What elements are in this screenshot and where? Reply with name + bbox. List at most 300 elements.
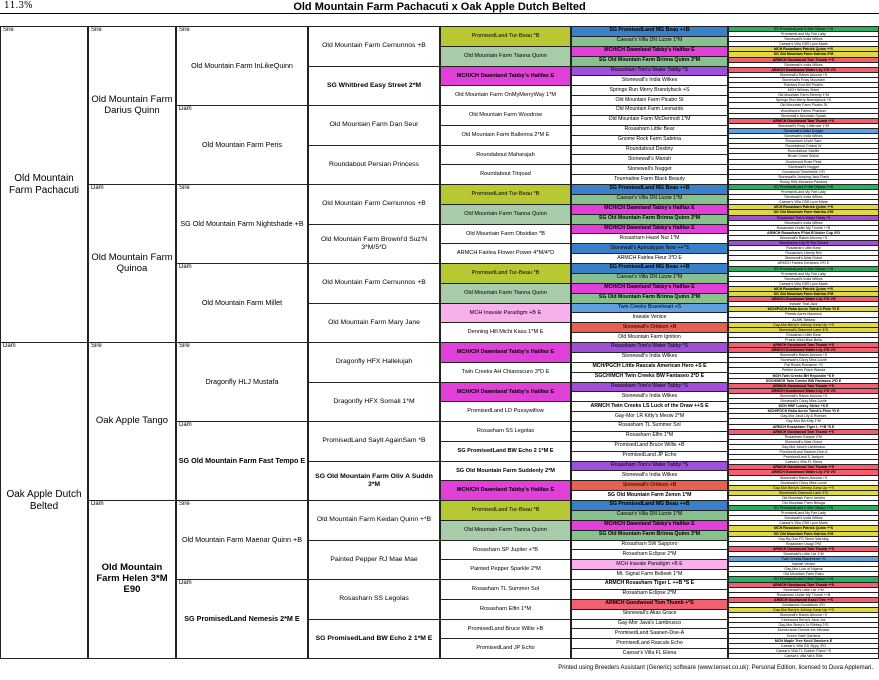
gen4-cell [308, 145, 440, 186]
animal-name: Goodwood Tinkerbelle 1*D [782, 169, 825, 174]
animal-name: SG PromisedLand MG Beau ++B [609, 501, 690, 508]
animal-name: MCH/CH Dawnland Tabby's Halifax E [456, 487, 555, 494]
animal-name: Stonewall's Dizzy Miss Lizzie [780, 358, 827, 363]
animal-name: ARMCH Fairlea Flower Power 4*M/4*D [456, 250, 555, 257]
animal-name: Woodhaven Farms Phantom [780, 108, 827, 113]
animal-name: MCH Inavale Paradigm +B E [469, 309, 542, 316]
animal-name: Rosasharn SS Legolas [339, 595, 409, 603]
animal-name: Gay-Mor Berry's Johnny Jump Up +*S [773, 485, 834, 490]
animal-name: Caesar's Villa CBS Lynn Marie [779, 521, 828, 526]
gen5-cell [440, 461, 571, 482]
gen4-cell [308, 224, 440, 265]
animal-name: Old Mountain Farm Eternity 1*M [777, 93, 830, 98]
animal-name: Stonewall's India Wilkes [784, 220, 823, 225]
animal-name: Old Mountain Farm OnMyMerryWay 1*M [454, 92, 557, 99]
animal-name: Old Mountain Farm Ballerina 2*M E [461, 131, 550, 138]
animal-name: ARMCH Goodwood Tam Thumb +*S [772, 118, 835, 123]
gen4-cell [308, 303, 440, 344]
animal-name: SG PromisedLand BW Echo 2 1*M E [457, 447, 554, 454]
animal-name: Rosasharn SW Sapporo [621, 540, 678, 547]
animal-name: ARMCH Goodwood Tom Thumb +*S [772, 465, 835, 470]
animal-name: Twin Creeks Braveheart +S [781, 557, 826, 562]
animal-name: Roundabout Destiny [625, 145, 673, 152]
animal-name: Roundabout Cricket W [785, 144, 822, 149]
animal-name: Inavale Venice [791, 562, 816, 567]
animal-name: Gay-Mor BA Kitty 1*M [786, 419, 821, 424]
animal-name: Stonewall's India Wilkes [784, 37, 823, 42]
animal-name: Old Mountain Farm InLikeQuinn [191, 60, 293, 70]
animal-name: ARMCH Rosasharn Tiger L ++B *S E [772, 424, 835, 429]
gen2-cell [88, 342, 176, 501]
animal-name: Roundabout Maharajah [476, 151, 535, 158]
gen6-cell [571, 648, 728, 659]
animal-name: ARMCH Goodwood Tom Thumb +*S [772, 429, 835, 434]
animal-name: Gay-Mor Berry's Jo Ribbey 2*D [778, 623, 829, 628]
animal-name: Prairie Wind Blue Bella [785, 337, 822, 342]
animal-name: Gnome Rock Farm Sabrina [617, 136, 682, 143]
zoom-level: 11.3% [4, 1, 33, 11]
animal-name: Stonewall's Mountain Splash [780, 113, 827, 118]
animal-name: Stonewall's Dizzy Miss Lizzie [780, 399, 827, 404]
animal-name: Roundabout Persian Princess [329, 160, 419, 168]
animal-name: Stonewall's Dizzy Miss Lizzie [780, 480, 827, 485]
animal-name: MCH Rosasharn Patrick Quinn +*S [773, 526, 833, 531]
animal-name: Old Mountain Farm Cernunnos +B [322, 279, 426, 287]
animal-name: Stonewall's India Wilkes [621, 392, 678, 399]
gen5-cell [440, 46, 571, 67]
animal-name: Springs Run Merry Brandybuck +S [609, 86, 690, 93]
animal-name: Stonewall's Raisin Arizona +S [779, 393, 828, 398]
gen5-cell [440, 204, 571, 225]
animal-name: SG PromisedLand S Mel Gibson ++B [773, 577, 834, 582]
animal-name: Rosasharn Usagi 3*M [786, 541, 821, 546]
animal-name: SGCH/MCH Twin Creeks BW Fantaseo 2*D E [765, 378, 842, 383]
animal-name: SG PromisedLand MG Beau ++B [609, 185, 690, 192]
relation-label: Sire [91, 27, 102, 33]
animal-name: ARMCH Rosasharn P'Nut B'Udder Cup 3*D [767, 230, 840, 235]
animal-name: ALMN Tatiana [792, 317, 815, 322]
animal-name: Rocky Hills Monarca Pandora [779, 179, 828, 184]
animal-name: Old Mountain Farm Helen 3*M E90 [96, 562, 168, 595]
gen5-cell [440, 520, 571, 541]
animal-name: Old Mountain Farm Tianna Quinn [464, 52, 547, 59]
animal-name: Roundabout Starlite [787, 149, 820, 154]
animal-name: Rosasharn Uncle Sam [785, 139, 822, 144]
relation-label: Sire [179, 501, 190, 507]
animal-name: SG Old Mountain Farm Katrina 2*M [773, 292, 834, 297]
relation-label: Sire [179, 343, 190, 349]
animal-name: MCH/CH Dawnland Tabby's Halifax E [604, 47, 695, 54]
animal-name: Stonewall's Raisin Arizona +S [779, 353, 828, 358]
gen5-cell [440, 638, 571, 659]
gen5-cell [440, 164, 571, 185]
gen4-cell [308, 66, 440, 107]
animal-name: Rosasharn Eclipse 2*M [622, 590, 677, 597]
gen3-cell [176, 184, 308, 264]
animal-name: ARMCH Goodwood Tom Thumb +*S [772, 57, 835, 62]
animal-name: Stonewall's Apocalypse Now ++*S [610, 244, 689, 251]
animal-name: MCH/PGCH Raha Acres Twink's Pixie *D E [767, 409, 840, 414]
gen5-cell [440, 421, 571, 442]
animal-name: Gay-Mor Java Lily & Rumors [780, 414, 827, 419]
animal-name: MCH Rosasharn Patrick Quinn +*S [773, 47, 833, 52]
animal-name: Stonewall's Raisin Arizona +S [779, 475, 828, 480]
animal-name: SG Old Mountain Farm Suddenly 2*M [456, 467, 555, 474]
animal-name: Stonewall's Raisin Arizona +S [779, 613, 828, 618]
animal-name: Roundabout Triquad [480, 171, 531, 178]
animal-name: Stonewall's India Wilkes [784, 134, 823, 139]
gen5-cell [440, 125, 571, 146]
animal-name: ARMCH Goodwood Kasel Tree +*S [773, 597, 833, 602]
animal-name: Old Mountain Farm Woodrow [469, 112, 542, 119]
animal-name: Pebble Acres Flash Wanda [781, 368, 826, 373]
gen5-cell [440, 145, 571, 166]
gen5-cell [440, 401, 571, 422]
animal-name: ARMCH Fairlea Ceridwen 2*D E [777, 261, 830, 266]
animal-name: SG Old Mountain Farm Brinna Quinn 3*M [598, 215, 701, 222]
animal-name: Old Mountain Farm Maenar Quinn +B [181, 534, 303, 544]
animal-name: SG Old Mountain Farm Katrina 2*M [773, 531, 834, 536]
animal-name: Stonewall's Mariah [627, 155, 672, 162]
animal-name: PromisedLand Saanen-Doe-A [614, 629, 685, 636]
animal-name: Rosasharn TL Summer Sol [471, 586, 540, 593]
animal-name: PromisedLand Tur-Beau *B [471, 270, 540, 277]
animal-name: PromisedLand LD Pussywillow [467, 408, 544, 415]
animal-name: Rosasharn Liberty Bell [785, 251, 822, 256]
relation-label: Dam [91, 185, 104, 191]
animal-name: PromisedLand JP Echo [622, 452, 677, 459]
animal-name: SGCH/MCH Twin Creeks BW Fantaseo 2*D E [594, 373, 705, 380]
animal-name: Stonewall's Orbison +B [622, 481, 677, 488]
animal-name: MCH/CH Dawnland Tabby's Halifax E [604, 205, 695, 212]
animal-name: PromisedLand Saanen-Doe-A [779, 450, 828, 455]
animal-name: SG PromisedLand Nemesis 2*M E [184, 613, 300, 623]
animal-name: Stonewall's Raisin Arizona +S [779, 235, 828, 240]
animal-name: SG Old Mountain Farm Brinna Quinn 3*M [598, 531, 701, 538]
animal-name: MCH/CH Dawnland Tabby's Halifax E [604, 224, 695, 231]
animal-name: Stonewall's India Wilkes [621, 353, 678, 360]
gen5-cell [440, 559, 571, 580]
animal-name: Stonewall's Alias Grace [622, 610, 677, 617]
gen5-cell [440, 283, 571, 304]
animal-name: Caesar's Villa DN Lizzie 1*M [616, 511, 683, 518]
animal-name: Old Mountain Farm Picabo St [615, 96, 684, 103]
gen5-cell [440, 263, 571, 284]
relation-label: Dam [179, 264, 192, 270]
animal-name: ARMCH Goodwood Water Lily 2*D VG [771, 388, 836, 393]
animal-name: SG PromisedLand BW Echo 2 1*M E [315, 634, 433, 642]
animal-name: Rosasharn Eclipse 2*M [622, 550, 677, 557]
relation-label: Dam [179, 580, 192, 586]
animal-name: Stonewall's Little Lizi 1*M [783, 587, 824, 592]
animal-name: SG PromisedLand S Mel Gibson ++B [773, 27, 834, 31]
animal-name: Woodhaven Lily Of The Desert [778, 241, 828, 246]
animal-name: Old Mountain Farm Obsidian *B [466, 230, 545, 237]
gen4-cell [308, 500, 440, 541]
animal-name: MCH Rosasharn Patrick Quinn +*S [773, 286, 833, 291]
animal-name: ARMCH Fairlea Fleur 3*D E [617, 254, 682, 261]
animal-name: Old Mountain Farm Tianna Quinn [464, 210, 547, 217]
animal-name: Caesar's Villa DN Lizzie 1*M [616, 37, 683, 44]
gen3-cell [176, 342, 308, 422]
animal-name: ARMCH Twin Creeks LS Luck of the Draw ++S E [590, 402, 709, 409]
animal-name: Stonewall's Nugget [627, 165, 672, 172]
animal-name: Kirsewood Berry's Java Joe [781, 618, 826, 623]
animal-name: ARMCH Goodwood Tom Thumb +*S [772, 383, 835, 388]
animal-name: Gay-Mor LR Kitty's Meow 2*M [614, 412, 685, 419]
gen7-cell [728, 653, 879, 659]
animal-name: Rosasharn SP Jupiter +*B [472, 546, 539, 553]
animal-name: Old Mountain Farm Jericho [781, 495, 826, 500]
gen2-cell [88, 500, 176, 659]
animal-name: Caesar's Villa Val's Elite [784, 653, 823, 658]
animal-name: ARMCH Goodwood Water Lily 2*D VG [771, 297, 836, 302]
animal-name: Stonewall's India Wilkes [784, 195, 823, 200]
animal-name: MCH Rosasharn Patrick Quinn +*S [773, 205, 833, 210]
animal-name: Old Mountain Farm Cernunnos +B [322, 42, 426, 50]
animal-name: SG PromisedLand S Mel Gibson ++B [773, 185, 834, 189]
animal-name: PromisedLand Tur-Beau *B [471, 507, 540, 514]
animal-name: SG Old Mountain Farm Brinna Quinn 3*M [598, 57, 701, 64]
gen4-cell [308, 540, 440, 581]
gen2-cell [88, 26, 176, 185]
animal-name: Twin Creeks Braveheart +S [617, 303, 682, 310]
relation-label: Sire [179, 27, 190, 33]
animal-name: Rosasharn Tom's Water Tabby *S [610, 66, 688, 73]
animal-name: SG Old Mountain Farm Brinna Quinn 3*M [598, 294, 701, 301]
animal-name: SG Old Mountain Farm Nightshade +B [180, 218, 304, 228]
animal-name: PromisedLand Bruce Willis +B [467, 625, 544, 632]
animal-name: Rosasharn Little Bear [786, 246, 821, 251]
animal-name: MCH/CH Dawnland Tabby's Halifax E [456, 388, 555, 395]
animal-name: Rosasharn Elfin 1*M [480, 605, 531, 612]
animal-name: Stonewall's Orbison +B [622, 323, 677, 330]
gen4-cell [308, 184, 440, 225]
animal-name: Pebble Acres Maverick [785, 312, 822, 317]
gen5-cell [440, 342, 571, 363]
title-bar [0, 0, 879, 14]
animal-name: Dragonfly HLJ Mustafa [205, 376, 279, 386]
gen4-cell [308, 619, 440, 660]
animal-name: SG Old Mountain Farm Katrina 2*M [773, 52, 834, 57]
animal-name: MCH/PGCH Raha Acres Twink's Pixie *D E [767, 307, 840, 312]
animal-name: Stonewall's Rosy Mountain [781, 77, 826, 82]
animal-name: Mt. Signal Farm Belleek 1*M [616, 570, 683, 577]
animal-name: Stonewall's India Wilkes [784, 276, 823, 281]
gen4-cell [308, 382, 440, 423]
animal-name: Old Mountain Farm McDermott 1*M [608, 116, 691, 123]
animal-name: Rosasharn Little Bear [786, 332, 821, 337]
animal-name: Old Mountain Farm Pachacuti [8, 173, 80, 196]
animal-name: Stonewall's Alias Grace [784, 256, 823, 261]
animal-name: Gay-Mor Lion of Nigeria [784, 567, 823, 572]
animal-name: Day-By-Doe FS Storm Warning [778, 536, 829, 541]
animal-name: MCH/CH Dawnland Tabby's Halifax E [604, 521, 695, 528]
animal-name: Stonewall's Rosy 'Littlerose 1*M [778, 123, 829, 128]
animal-name: Stonewall's Little Lizi 1*M [783, 551, 824, 556]
animal-name: Stonewall's Jumping Jack Flash [778, 174, 829, 179]
gen5-cell [440, 322, 571, 343]
gen1-cell [0, 342, 88, 659]
gen4-cell [308, 421, 440, 462]
gen4-cell [308, 26, 440, 67]
animal-name: ARMCH Goodwood Water Lily 2*D VG [771, 67, 836, 72]
animal-name: Old Mountain Farm Quinoa [91, 251, 173, 274]
animal-name: Inavale That Jazz [789, 302, 818, 307]
animal-name: Old Mountain Farm Tianna Quinn [464, 289, 547, 296]
animal-name: PromisedLand My Fair Lady [781, 32, 826, 37]
animal-name: Stonewall's India Wilkes [621, 76, 678, 83]
gen5-cell [440, 243, 571, 264]
animal-name: MCH/CH Dawnland Tabby's Halifax E [456, 349, 555, 356]
animal-name: Inavale Venice [632, 313, 667, 320]
animal-name: Old Mountain Farm Tianna Quinn [464, 526, 547, 533]
animal-name: Stonewall's Diamond Lane 3*D [778, 490, 829, 495]
animal-name: Twin Creeks AH Chiaroscuro 3*D E [461, 368, 550, 375]
animal-name: Caesar's Villa CBS Lynn Marie [779, 42, 828, 47]
gen2-cell [88, 184, 176, 343]
animal-name: Old Mountain Farm Beluga [782, 501, 825, 505]
gen4-cell [308, 342, 440, 383]
animal-name: SG Old Mountain Farm Fast Tempo E [178, 455, 306, 465]
pedigree-grid [0, 26, 879, 658]
gen3-cell [176, 105, 308, 185]
animal-name: Gay-Mor Berry's Johnny Jump Up +*S [773, 322, 834, 327]
gen5-cell [440, 540, 571, 561]
animal-name: SG Old Mountain Farm Oliv A Suddn 3*M [315, 472, 433, 488]
animal-name: Rosasharn Hazel Nut 1*M [619, 234, 680, 241]
animal-name: Old Mountain Farm Dan Seur [329, 121, 419, 129]
animal-name: PromisedLand My Fair Lady [781, 511, 826, 516]
relation-label: Dam [91, 501, 104, 507]
animal-name: Rosasharn Tom's Water Tabby *S [610, 382, 688, 389]
gen5-cell [440, 66, 571, 87]
gen5-cell [440, 579, 571, 600]
animal-name: MCH/CH Dawnland Tabby's Halifax E [456, 72, 555, 79]
animal-name: SG PromisedLand S Mel Gibson ++B [773, 266, 834, 271]
animal-name: Old Mountain Farm Keidan Quinn +*B [316, 516, 432, 524]
animal-name: Dragonfly HFX Hallelujah [335, 358, 413, 366]
animal-name: Oak Apple Tango [95, 415, 169, 427]
gen1-cell [0, 26, 88, 343]
animal-name: Old Mountain Farm Darius Quinn [91, 93, 173, 116]
animal-name: Old Mountain Farm Ignition [618, 333, 681, 340]
animal-name: PromisedLand SayIt AgainSam *B [322, 437, 426, 445]
animal-name: ARMCH Goodwood Tom Thumb +*S [605, 600, 694, 607]
animal-name: Caesar's Villa DN Lizzie 1*M [616, 274, 683, 281]
gen3-cell [176, 421, 308, 501]
animal-name: Stonewall's Diamond Lane 3*D [778, 327, 829, 332]
gen5-cell [440, 303, 571, 324]
gen5-cell [440, 85, 571, 106]
animal-name: Stonewall's Nugget [788, 164, 819, 169]
gen3-cell [176, 579, 308, 659]
animal-name: Tourmaline Farm Black Beauty [614, 175, 685, 182]
animal-name: Caesar's Villa DN Lizzie 1*M [616, 195, 683, 202]
animal-name: Rosasharn Under My Thumb ++B [776, 225, 831, 230]
animal-name: PromisedLand Tur-Beau *B [471, 191, 540, 198]
animal-name: Caesar's Villa CBS Lynn Marie [779, 281, 828, 286]
animal-name: Goodwood Rose Petal [785, 159, 822, 164]
animal-name: Rosasharn Elfin 1*M [625, 432, 674, 439]
animal-name: Rosasharn Tom's Water Tabby *S [610, 461, 688, 468]
animal-name: PromisedLand JP Echo [476, 645, 535, 652]
animal-name: Rosasharn Eclipse 2*M [784, 434, 823, 439]
footer-credit: Printed using Breeders Assistant (Generic) software (www.tenset.co.uk): Personal Edition, licensed to Duva Applemari. [558, 665, 873, 671]
animal-name: Old Mountain Farm Cernunnos +B [322, 200, 426, 208]
animal-name: Caesar's Villa FL Elena [784, 460, 823, 465]
page-title: Old Mountain Farm Pachacuti x Oak Apple Dutch Belted [293, 1, 586, 13]
gen3-cell [176, 263, 308, 343]
relation-label: Sire [91, 343, 102, 349]
relation-label: Sire [179, 185, 190, 191]
animal-name: Painted Pepper RJ Mae Mae [330, 555, 418, 563]
animal-name: Rosasharn Tom's Water Tabby *S [610, 343, 688, 350]
animal-name: MCH Twin Creeks BH Reposhin *S E [772, 373, 835, 378]
animal-name: Painted Pepper Sparkle 2*M [470, 566, 541, 573]
animal-name: Munchranch Dennis the Menace [777, 628, 830, 633]
gen3-cell [176, 500, 308, 580]
animal-name: Oak Apple Dutch Belted [6, 489, 82, 512]
animal-name: Old Mountain Farm Millet [201, 297, 283, 307]
animal-name: Rosasharn Tom's Water Tabby *S [776, 215, 831, 220]
gen5-cell [440, 26, 571, 47]
relation-label: Dam [179, 422, 192, 428]
animal-name: Rosasharn Little Bear [624, 126, 675, 133]
animal-name: Stonewall's India Wilkes [621, 471, 678, 478]
animal-name: Stonewall's Raisin Arizona +S [779, 72, 828, 77]
animal-name: Rosasharn TL Summer Sol [618, 422, 681, 429]
animal-name: Springs Run Merry Brandybuck +S [775, 98, 832, 103]
animal-name: Gay-Mor Java's Lambrusco [781, 444, 826, 449]
animal-name: SG Whitbred Easy Street 2*M [326, 81, 422, 89]
animal-name: SG PromisedLand MG Beau ++B [609, 27, 690, 34]
animal-name: PromisedLand Rascals Echo [616, 639, 683, 646]
animal-name: MCH HBF Luckey Strike +S E [778, 404, 829, 409]
animal-name: Pat Rocks Romance +S [784, 363, 823, 368]
gen3-cell [176, 26, 308, 106]
animal-name: ARMCH Goodwood Water Lily 2*D VG [771, 470, 836, 475]
gen4-cell [308, 263, 440, 304]
gen5-cell [440, 224, 571, 245]
animal-name: MCH Willows Shine [787, 88, 820, 93]
gen5-cell [440, 500, 571, 521]
animal-name: Caesar's Villa FL Elena [622, 649, 677, 656]
animal-name: PromisedLand My Fair Lady [781, 190, 826, 195]
gen5-cell [440, 480, 571, 501]
animal-name: Old Mountain Farm Leonardo [615, 106, 684, 113]
gen4-cell [308, 579, 440, 620]
animal-name: Stonewall's Artful Dodger [783, 128, 824, 133]
animal-name: SG Old Mountain Farm Zenon 1*M [607, 491, 692, 498]
animal-name: SG Old Mountain Farm Katrina 2*M [773, 210, 834, 215]
gen4-cell [308, 461, 440, 502]
animal-name: SG PromisedLand S Mel Gibson ++B [773, 506, 834, 511]
animal-name: ARMCH Goodwood Tom Thumb +*S [772, 343, 835, 347]
animal-name: Old Mountain Farm BrownI'd Suz'N 3*M/5*D [320, 235, 428, 251]
animal-name: Caesar's Villa TL Golden Flame *S [775, 648, 832, 653]
animal-name: Goodwood Goodallure 4*D [782, 602, 825, 607]
animal-name: Stonewall's India Wilkes [784, 516, 823, 521]
animal-name: Stonewall's Alias Grace [784, 439, 823, 444]
animal-name: Old Mountain Farm Mary Jane [328, 318, 420, 326]
relation-label: Sire [3, 27, 14, 33]
animal-name: Pointers End Dill Pickles [784, 83, 823, 88]
animal-name: Old Mountain Farm Picabo St [779, 103, 828, 108]
relation-label: Dam [179, 106, 192, 112]
animal-name: Stonewall's India Wilkes [784, 62, 823, 67]
animal-name: Brush Creek Shiloh [788, 154, 819, 159]
